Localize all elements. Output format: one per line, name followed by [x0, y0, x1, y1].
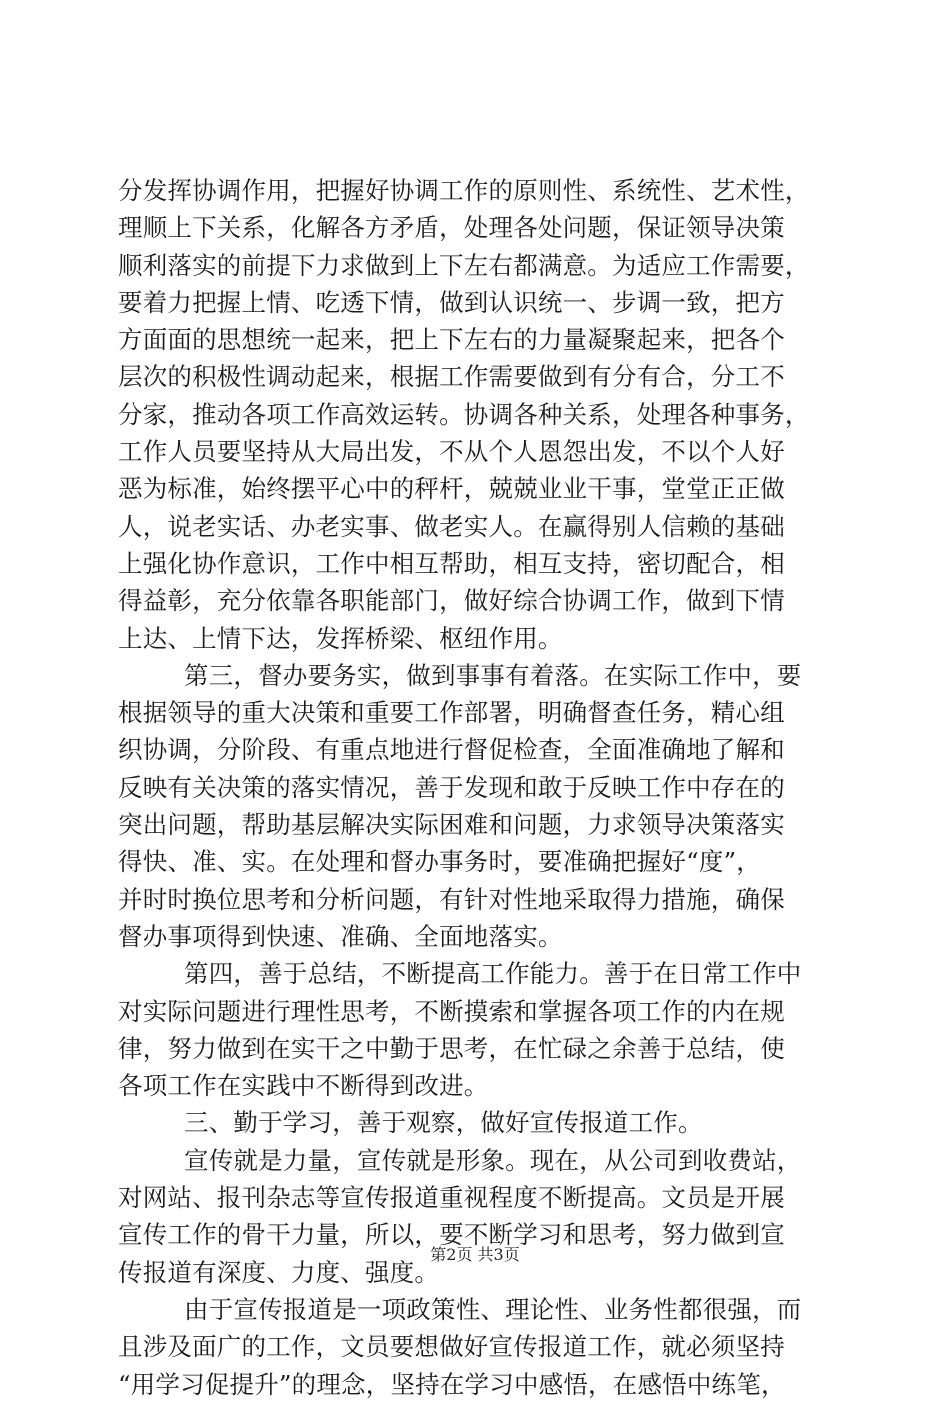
text-line: 督办事项得到快速、准确、全面地落实。 [118, 921, 563, 951]
text-line: 分发挥协调作用，把握好协调工作的原则性、系统性、艺术性， [118, 176, 810, 205]
text-line: 分家，推动各项工作高效运转。协调各种关系，处理各种事务， [118, 399, 810, 429]
text-line: 根据领导的重大决策和重要工作部署，明确督查任务，精心组 [118, 698, 785, 728]
text-line: 层次的积极性调动起来，根据工作需要做到有分有合，分工不 [118, 362, 785, 392]
paragraph-start-line: 由于宣传报道是一项政策性、理论性、业务性都很强，而 [184, 1294, 802, 1324]
text-line: 律，努力做到在实干之中勤于思考，在忙碌之余善于总结，使 [118, 1033, 785, 1063]
paragraph-start-line: 第三，督办要务实，做到事事有着落。在实际工作中，要 [184, 660, 802, 690]
text-line: 且涉及面广的工作，文员要想做好宣传报道工作，就必须坚持 [118, 1332, 785, 1362]
text-line: 方面面的思想统一起来，把上下左右的力量凝聚起来，把各个 [118, 325, 785, 355]
text-line: 并时时换位思考和分析问题，有针对性地采取得力措施，确保 [118, 884, 785, 914]
text-line: 恶为标准，始终摆平心中的秤杆，兢兢业业干事，堂堂正正做 [118, 474, 785, 504]
text-line: 对实际问题进行理性思考，不断摸索和掌握各项工作的内在规 [118, 996, 785, 1026]
text-line: 得益彰，充分依靠各职能部门，做好综合协调工作，做到下情 [118, 586, 785, 616]
text-line: 织协调，分阶段、有重点地进行督促检查，全面准确地了解和 [118, 735, 785, 765]
text-line: 理顺上下关系，化解各方矛盾，处理各处问题，保证领导决策 [118, 213, 785, 243]
text-line: 上达、上情下达，发挥桥梁、枢纽作用。 [118, 623, 563, 653]
text-line: 各项工作在实践中不断得到改进。 [118, 1071, 489, 1101]
text-line: 要着力把握上情、吃透下情，做到认识统一、步调一致，把方 [118, 287, 785, 317]
text-line: 对网站、报刊杂志等宣传报道重视程度不断提高。文员是开展 [118, 1183, 785, 1213]
document-body [118, 172, 832, 1403]
text-line: 传报道有深度、力度、强度。 [118, 1257, 440, 1287]
page-footer [0, 1243, 950, 1267]
page-number-label: 第2页 共3页 [430, 1245, 520, 1264]
section-heading: 三、勤于学习，善于观察，做好宣传报道工作。 [184, 1108, 703, 1138]
text-line: 突出问题，帮助基层解决实际困难和问题，力求领导决策落实 [118, 810, 785, 840]
text-line: 顺利落实的前提下力求做到上下左右都满意。为适应工作需要， [118, 250, 810, 280]
text-line: 宣传工作的骨干力量，所以，要不断学习和思考，努力做到宣 [118, 1220, 785, 1250]
text-line: 反映有关决策的落实情况，善于发现和敢于反映工作中存在的 [118, 772, 785, 802]
paragraph-start-line: 宣传就是力量，宣传就是形象。现在，从公司到收费站， [184, 1145, 802, 1175]
text-line: 人，说老实话、办老实事、做老实人。在赢得别人信赖的基础 [118, 511, 785, 541]
text-line: 上强化协作意识，工作中相互帮助，相互支持，密切配合，相 [118, 548, 785, 578]
text-line: 工作人员要坚持从大局出发，不从个人恩怨出发，不以个人好 [118, 437, 785, 467]
paragraph-start-line: 第四，善于总结，不断提高工作能力。善于在日常工作中 [184, 959, 802, 989]
text-line: 得快、准、实。在处理和督办事务时，要准确把握好“度”， [118, 847, 761, 877]
text-line: “用学习促提升”的理念，坚持在学习中感悟，在感悟中练笔， [118, 1369, 786, 1399]
